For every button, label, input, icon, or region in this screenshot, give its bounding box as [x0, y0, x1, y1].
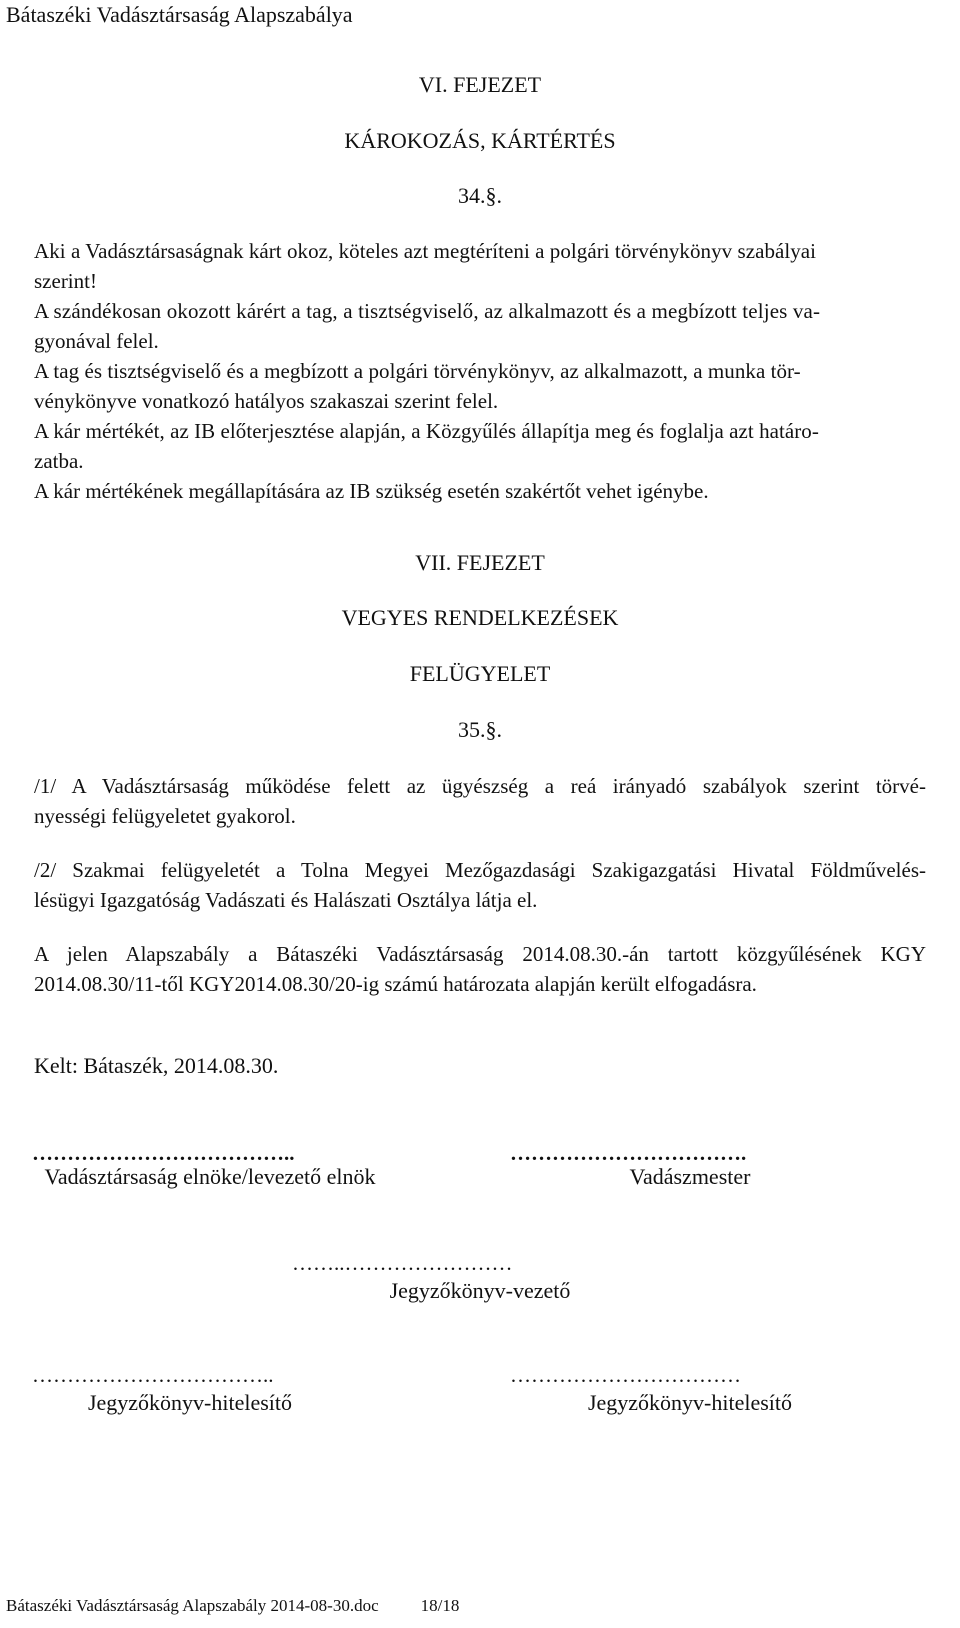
text-line: A kár mértékének megállapítására az IB szükség esetén szakértőt vehet igénybe. — [34, 479, 709, 503]
chapter-7-subtitle: FELÜGYELET — [409, 661, 551, 686]
section-35-heading: 35.§. — [458, 717, 502, 742]
signature-label-authenticator-2: Jegyzőkönyv-hitelesítő — [587, 1390, 793, 1415]
section-34-heading: 34.§. — [458, 183, 502, 208]
text-line: Aki a Vadásztársaságnak kárt okoz, köteles azt megtéríteni a polgári törvénykönyv szabályai — [34, 239, 817, 263]
footer-filename: Bátaszéki Vadásztársaság Alapszabály 2014-08-30.doc — [6, 1596, 379, 1615]
signature-dots-president: ……………………………….. — [32, 1141, 295, 1165]
text-line: vénykönyve vonatkozó hatályos szakaszai szerint felel. — [34, 389, 499, 413]
text-line: nyességi felügyeletet gyakorol. — [34, 804, 296, 828]
signature-dots-authenticator-2: …………………………… — [510, 1363, 741, 1387]
document-footer — [6, 1591, 459, 1621]
text-line: A tag és tisztségviselő és a megbízott a polgári törvénykönyv, az alkalmazott, a munka tör- — [34, 359, 801, 383]
signature-dots-recorder: ……..…………………… — [292, 1251, 513, 1275]
text-line: /1/ A Vadásztársaság működése felett az ügyészség a reá irányadó szabályok szerint törvé- — [34, 774, 926, 798]
paragraph-3 — [34, 939, 926, 999]
paragraph-1 — [34, 771, 926, 831]
signature-label-huntmaster: Vadászmester — [629, 1164, 751, 1189]
text-line: A szándékosan okozott kárért a tag, a tisztségviselő, az alkalmazott és a megbízott teljes va- — [34, 299, 821, 323]
text-line: lésügyi Igazgatóság Vadászati és Halászati Osztálya látja el. — [34, 888, 538, 912]
signature-label-recorder: Jegyzőkönyv-vezető — [389, 1278, 571, 1303]
chapter-7-title: VEGYES RENDELKEZÉSEK — [341, 605, 619, 630]
signature-label-president: Vadásztársaság elnöke/levezető elnök — [44, 1164, 376, 1189]
text-line: /2/ Szakmai felügyeletét a Tolna Megyei Mezőgazdasági Szakigazgatási Hivatal Földművelés- — [34, 858, 926, 882]
paragraph-2 — [34, 855, 926, 915]
document-header: Bátaszéki Vadásztársaság Alapszabálya — [6, 2, 353, 27]
chapter-6-title: KÁROKOZÁS, KÁRTÉRTÉS — [344, 128, 616, 153]
text-line: szerint! — [34, 269, 97, 293]
text-line: gyonával felel. — [34, 329, 159, 353]
signature-dots-authenticator-1: …………………………….. — [32, 1363, 274, 1387]
signature-dots-huntmaster: ……………………………. — [510, 1141, 747, 1165]
text-line: 2014.08.30/11-től KGY2014.08.30/20-ig számú határozata alapján került elfogadásra. — [34, 972, 757, 996]
text-line: A jelen Alapszabály a Bátaszéki Vadásztársaság 2014.08.30.-án tartott közgyűlésének KGY — [34, 942, 926, 966]
text-line: A kár mértékét, az IB előterjesztése alapján, a Közgyűlés állapítja meg és foglalja azt határo- — [34, 419, 819, 443]
footer-page-number: 18/18 — [420, 1596, 460, 1615]
chapter-6-number: VI. FEJEZET — [418, 72, 542, 97]
chapter-7-number: VII. FEJEZET — [415, 550, 545, 575]
chapter-6-text — [34, 236, 926, 506]
signature-label-authenticator-1: Jegyzőkönyv-hitelesítő — [87, 1390, 293, 1415]
date-line: Kelt: Bátaszék, 2014.08.30. — [34, 1053, 279, 1078]
text-line: zatba. — [34, 449, 84, 473]
